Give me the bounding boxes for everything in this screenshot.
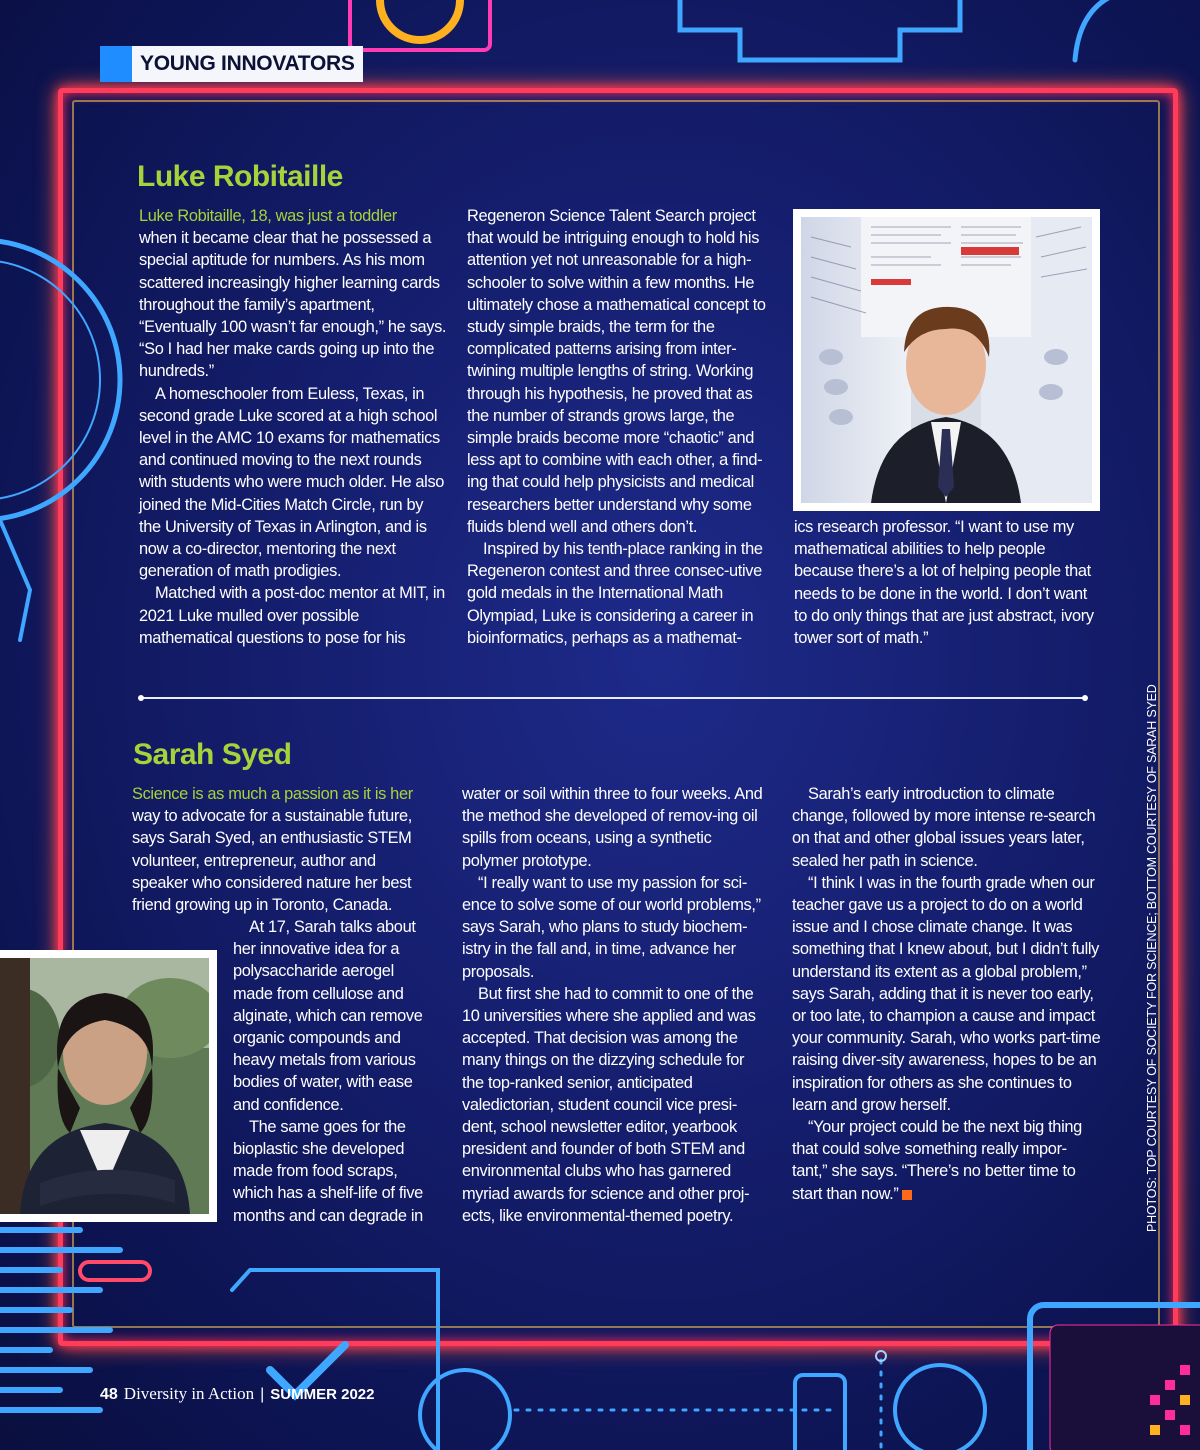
folio-separator: | xyxy=(260,1386,265,1403)
sarah-name-heading: Sarah Syed xyxy=(133,738,292,771)
section-tag-accent xyxy=(100,46,132,82)
magazine-name: Diversity in Action xyxy=(123,1384,255,1403)
sarah-paragraph-6: But first she had to commit to one of the 10 universities where she applied and was accepted. That decision was among the many things on the dizzying schedule for the top-ranked senior, anticipated valedictorian, student council vice presi-dent, school newsletter editor, yearbook president and founder of both STEM and environmental clubs who has garnered myriad awards for science and other proj-ects, like environmental-themed poetry. xyxy=(462,984,756,1225)
luke-column-2 xyxy=(467,205,777,649)
sarah-paragraph-3: The same goes for the bioplastic she developed made from food scraps, which has a shelf-life of five months and can degrade in xyxy=(233,1117,423,1225)
sarah-column-3 xyxy=(792,783,1102,1205)
section-tag xyxy=(100,46,363,82)
sarah-column-1-bottom xyxy=(233,916,433,1227)
sarah-photo xyxy=(0,950,217,1222)
page-folio xyxy=(100,1384,374,1404)
sarah-paragraph-9 xyxy=(792,1116,1102,1205)
luke-column-1 xyxy=(139,205,449,649)
luke-paragraph-4: Regeneron Science Talent Search project that would be intriguing enough to hold his attention yet not unreasonable for a high-schooler to solve within a few months. He ultimately chose a mathematical concept to study simple braids, the term for the complicated patterns arising from inter-twining multiple lengths of string. Working through his hypothesis, he proved that as the number of strands grows large, the simple braids become more “chaotic” and less apt to combine with each other, a find-ing that could help physicists and medical researchers better understand why some fluids blend well and others don’t. xyxy=(467,207,766,536)
luke-paragraph-1 xyxy=(139,205,449,383)
sarah-paragraph-9-text: “Your project could be the next big thing that could solve something really impor-tant,” she says. “There’s no better time to start than now.” xyxy=(792,1118,1082,1203)
sarah-paragraph-7: Sarah’s early introduction to climate change, followed by more intense re-search on that and other global issues years later, sealed her path in science. xyxy=(792,785,1096,870)
sarah-photo-image xyxy=(0,958,209,1214)
luke-photo-image xyxy=(801,217,1092,503)
luke-lead-in: Luke Robitaille, 18, was just a toddler xyxy=(139,207,397,225)
luke-paragraph-1-text: when it became clear that he possessed a special aptitude for numbers. As his mom scattered increasingly higher learning cards throughout the family’s apartment, “Eventually 100 wasn’t far enough,” he says. “So I had her make cards going up into the hundreds.” xyxy=(139,229,447,381)
sarah-lead-in: Science is as much a passion as it is her xyxy=(132,785,413,803)
sarah-paragraph-1-text: way to advocate for a sustainable future, says Sarah Syed, an enthusiastic STEM volunteer, entrepreneur, author and speaker who considered nature her best friend growing up in Toronto, Canada. xyxy=(132,807,412,915)
sarah-paragraph-2: At 17, Sarah talks about her innovative idea for a polysaccharide aerogel made from cellulose and alginate, which can remove organic compounds and heavy metals from various bodies of water, with ease and confidence. xyxy=(233,918,423,1114)
section-tag-label: YOUNG INNOVATORS xyxy=(132,46,363,82)
photo-credit: PHOTOS: TOP COURTESY OF SOCIETY FOR SCIENCE; BOTTOM COURTESY OF SARAH SYED xyxy=(1145,684,1159,1232)
page-number: 48 xyxy=(100,1386,118,1403)
sarah-column-2 xyxy=(462,783,767,1227)
issue-date: SUMMER 2022 xyxy=(270,1386,375,1403)
sarah-column-1-top xyxy=(132,783,432,916)
sarah-paragraph-5: “I really want to use my passion for sci-ence to solve some of our world problems,” says Sarah, who plans to study biochem-istry in the fall and, in time, advance her proposals. xyxy=(462,873,761,981)
sarah-paragraph-4: water or soil within three to four weeks. And the method she developed of remov-ing oil spills from oceans, using a synthetic polymer prototype. xyxy=(462,785,763,870)
sarah-paragraph-8: “I think I was in the fourth grade when our teacher gave us a project to do on a world issue and I chose climate change. It was something that I knew about, but I didn’t fully understand its extent as a global problem,” says Sarah, adding that it is never too early, or too late, to champion a cause and impact your community. Sarah, who works part-time raising diver-sity awareness, hopes to be an inspiration for others as she continues to learn and grow herself. xyxy=(792,873,1101,1114)
end-mark-icon xyxy=(902,1190,912,1200)
sarah-paragraph-1 xyxy=(132,783,432,916)
luke-paragraph-5: Inspired by his tenth-place ranking in the Regeneron contest and three consec-utive gold medals in the International Math Olympiad, Luke is considering a career in bioinformatics, perhaps as a mathemat- xyxy=(467,540,763,647)
luke-paragraph-2: A homeschooler from Euless, Texas, in second grade Luke scored at a high school level in the AMC 10 exams for mathematics and continued moving to the next rounds with students who were much older. He also joined the Mid-Cities Match Circle, run by the University of Texas in Arlington, and is now a co-director, mentoring the next generation of math prodigies. xyxy=(139,384,445,581)
luke-name-heading: Luke Robitaille xyxy=(137,160,343,193)
luke-paragraph-3: Matched with a post-doc mentor at MIT, in 2021 Luke mulled over possible mathematical questions to pose for his xyxy=(139,584,445,647)
section-divider xyxy=(140,697,1086,699)
luke-photo xyxy=(793,209,1100,511)
luke-paragraph-6: ics research professor. “I want to use my mathematical abilities to help people because there’s a lot of helping people that needs to be done in the world. I don’t want to do only things that are just abstract, ivory tower sort of math.” xyxy=(794,518,1094,648)
luke-column-3 xyxy=(794,516,1104,649)
